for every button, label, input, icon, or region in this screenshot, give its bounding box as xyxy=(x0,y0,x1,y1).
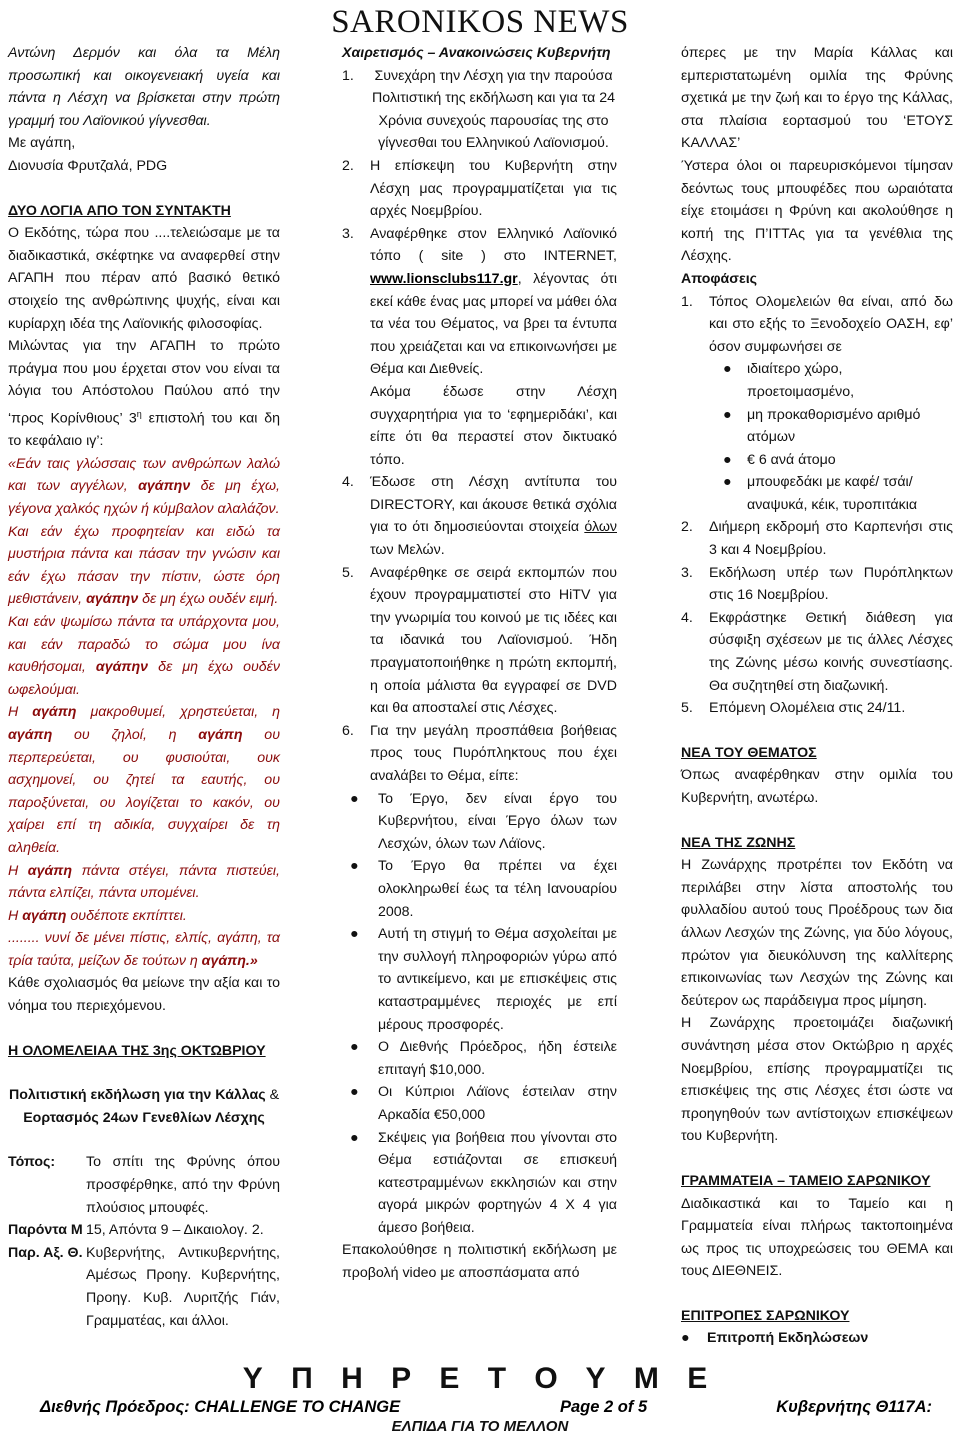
announcement-1: 1. Συνεχάρη την Λέσχη για την παρούσα Πολιτιστική της εκδήλωση και για τα 24 Χρόνια συνεχούς παρουσίας της στο γίγνεσθαι του Ελληνικού Λαϊονισμού. xyxy=(342,67,616,152)
editor-paragraph-2: Μιλώντας για την ΑΓΑΠΗ το πρώτο πράγμα που μου έρχεται στον νου είναι τα λόγια του Απόστολου Παύλου από την ‘προς Κορίνθιους’ $3^\eta$ επιστολή του και δη το κεφάλαιο ιγ’: xyxy=(8,338,280,450)
venue-bullet-4: ● μπουφεδάκι με καφέ/ τσάι/ αναψυκά, κέικ, τυροπιτάκια xyxy=(681,471,953,516)
bullet-icon: ● xyxy=(723,451,732,468)
announcement-2: 2. Η επίσκεψη του Κυβερνήτη στην Λέσχη μας προγραμματίζεται για τις αρχές Νοεμβρίου. xyxy=(342,157,617,220)
column-right xyxy=(681,42,953,1350)
closing-paragraph: Επακολούθησε η πολιτιστική εκδήλωση με προβολή video με αποσπάσματα από xyxy=(342,1242,617,1282)
bullet-icon: ● xyxy=(723,474,732,491)
bullet-icon: ● xyxy=(350,858,359,875)
theme-news-heading: ΝΕΑ ΤΟΥ ΘΕΜΑΤΟΣ xyxy=(681,744,817,761)
venue-bullet-2: ● μη προκαθορισμένο αριθμό ατόμων xyxy=(681,404,953,449)
fire-aid-bullet-6: ● Σκέψεις για βοήθεια που γίνονται στο Θέμα εστιάζονται σε επισκευή κατεστραμμένων εκκλησιών και στην αγορά μικρών φορτηγών 4 Χ 4 για άμεσο βοήθεια. xyxy=(342,1127,617,1240)
governor-heading: Χαιρετισμός – Ανακοινώσεις Κυβερνήτη xyxy=(342,45,611,61)
announcement-5: 5. Αναφέρθηκε σε σειρά εκπομπών που έχουν προγραμματιστεί στο HiTV για την γνωριμία του κοινού με τις ιδέες και τα ιδανικά του Λαϊονισμού. Ήδη πραγματοποιήθηκε η πρώτη εκπομπή, η οποία μάλιστα θα εγγραφεί σε DVD και θα αποσταλεί στις Λέσχες. xyxy=(342,564,617,717)
quote-paragraph-3: Και εάν ψωμίσω πάντα τα υπάρχοντα μου, και εάν παραδώ το σώμα μου ίνα καυθήσομαι, αγάπην δε μη έχω ουδέν ωφελούμαι. xyxy=(8,613,280,698)
bullet-icon: ● xyxy=(350,1084,359,1101)
quote-paragraph-5: Η αγάπη πάντα στέγει, πάντα πιστεύει, πάντα ελπίζει, πάντα υπομένει. xyxy=(8,862,281,902)
column-left xyxy=(8,42,280,1332)
detail-row-officials: Παρ. Αξ. Θ. Κυβερνήτης, Αντικυβερνήτης, Αμέσως Προηγ. Κυβερνήτης, Προηγ. Κυβ. Λυριτζής Γιάν, Γραμματέας, και άλλοι. xyxy=(8,1244,280,1329)
decision-3: 3. Εκδήλωση υπέρ των Πυρόπληκτων στις 16 Νοεμβρίου. xyxy=(681,564,953,604)
fire-aid-bullet-1: ● Το Έργο, δεν είναι έργο του Κυβερνήτου, είναι Έργο όλων των Λεσχών, όλων των Λάϊονς. xyxy=(342,788,617,856)
bullet-icon: ● xyxy=(723,406,732,423)
quote-paragraph-1: «Εάν ταις γλώσσαις των ανθρώπων λαλώ και των αγγέλων, αγάπην δε μη έχω, γέγονα χαλκός ηχών ή κύμβαλον αλαλάζον. xyxy=(8,455,281,518)
bullet-icon: ● xyxy=(681,1330,690,1347)
footer-motto: Υ Π Η Ρ Ε Τ Ο Υ Μ Ε xyxy=(242,1362,718,1395)
committees-heading: ΕΠΙΤΡΟΠΕΣ ΣΑΡΩΝΙΚΟΥ xyxy=(681,1307,850,1324)
comment-paragraph: Κάθε σχολιασμός θα μείωνε την αξία και το νόημα του περιεχόμενου. xyxy=(8,975,280,1015)
quote-paragraph-2: Και εάν έχω προφητείαν και ειδώ τα μυστήρια πάντα και πάσαν την γνώσιν και εάν έχω πάσαν την πίστιν, ώστε όρη μεθιστάνειν, αγάπην δε μη έχω ουδέν ειμή. xyxy=(8,523,280,608)
greeting-paragraph: Αντώνη Δερμόν και όλα τα Μέλη προσωπική και οικογενειακή υγεία και πάντα η Λέσχη να βρίσκεται στην πρώτη γραμμή του Λαϊονικού γίγνεσθαι. xyxy=(8,45,280,129)
announcement-3: 3. Αναφέρθηκε στον Ελληνικό Λαϊονικό τόπο ( site ) στο INTERNET, www.lionsclubs117.gr, λέγοντας ότι εκεί κάθε ένας μας μπορεί να μάθει όλα τα νέα του Θέματος, να βρει τα έντυπα που χρειάζεται και να επικοινωνήσει με Θέμα και Διεθνείς. Ακόμα έδωσε στην Λέσχη συγχαρητήρια για το ‘εφημεριδάκι’, και είπε ότι θα περαστεί στον δικτυακό τόπο. xyxy=(342,225,617,468)
secretariat-heading: ΓΡΑΜΜΑΤΕΙΑ – ΤΑΜΕΙΟ ΣΑΡΩΝΙΚΟΥ xyxy=(681,1172,931,1189)
bullet-icon: ● xyxy=(350,926,359,943)
event-details xyxy=(8,1151,280,1332)
signature-line: Με αγάπη, xyxy=(8,135,76,152)
fire-aid-bullet-4: ● Ο Διεθνής Πρόεδρος, ήδη έστειλε επιταγή $10,000. xyxy=(342,1036,617,1081)
decision-1: 1. Τόπος Ολομελειών θα είναι, από δω και στο εξής το Ξενοδοχείο ΟΑΣΗ, εφ’ όσον συμφωνήσει σε xyxy=(681,293,953,355)
fire-aid-bullet-5: ● Οι Κύπριοι Λάϊονς έστειλαν στην Αρκαδία €50,000 xyxy=(342,1081,617,1126)
zone-news-paragraph-2: Η Ζωνάρχης προετοιμάζει διαζωνική συνάντηση μέσα στον Οκτώβριο η αρχές Νοεμβρίου, επίσης προγραμματίζει τις επισκέψεις της στις Λέσχες έτσι ώστε να προηγηθούν των αντίστοιχων επισκέψεων του Κυβερνήτη. xyxy=(681,1015,953,1145)
lions-website-link[interactable]: www.lionsclubs117.gr xyxy=(370,270,518,287)
secretariat-paragraph: Διαδικαστικά και το Ταμείο και η Γραμματεία είναι πλήρως τακτοποιημένα ως προς τις υποχρεώσεις του ΘΕΜΑ και τους ΔΙΕΘΝΕΙΣ. xyxy=(681,1195,953,1280)
fire-aid-bullet-3: ● Αυτή τη στιγμή το Θέμα ασχολείται με την συλλογή πληροφοριών γύρω από το αντικείμενο, και με επισκέψεις στις καταστραμμένες περιοχές με επί μέρους προσφορές. xyxy=(342,923,617,1036)
quote-paragraph-4: Η αγάπη μακροθυμεί, χρηστεύεται, η αγάπη ου ζηλοί, η αγάπη ου περπερεύεται, ου φυσιούται, ουκ ασχημονεί, ου ζητεί τα εαυτής, ου παροξύνεται, ου λογίζεται το κακόν, ου χαίρει επί τη αδικία, συγχαίρει δε τη αληθεία. xyxy=(8,704,280,856)
event-title: Πολιτιστική εκδήλωση για την Κάλλας & xyxy=(8,1087,280,1104)
editor-paragraph: Ο Εκδότης, τώρα που ....τελειώσαμε με τα διαδικαστικά, σκέφτηκε να αναφερθεί στην ΑΓΑΠΗ που πέραν από βασικό θετικό στοιχείο της ανθρώπινης ψυχής, είναι και κυρίαρχη ιδέα της Λαϊονικής φιλοσοφίας. xyxy=(8,225,280,332)
bullet-icon: ● xyxy=(723,361,732,378)
footer-president: Διεθνής Πρόεδρος: CHALLENGE TO CHANGE xyxy=(40,1398,401,1416)
footer-governor: Κυβερνήτης Θ117Α: xyxy=(776,1398,932,1416)
bullet-icon: ● xyxy=(350,790,359,807)
event-title-2: Εορτασμός 24ων Γενεθλίων Λέσχης xyxy=(23,1109,265,1126)
venue-bullet-1: ● ιδιαίτερο χώρο, προετοιμασμένο, xyxy=(681,358,953,403)
announcement-4: 4. Έδωσε στη Λέσχη αντίτυπα του DIRECTORY, και άκουσε θετικά σχόλια για το ότι δημοσιεύονται στοιχεία όλων των Μελών. xyxy=(342,474,617,559)
announcement-6: 6. Για την μεγάλη προσπάθεια βοήθειας προς τους Πυρόπληκτους που έχει αναλάβει το Θέμα, είπε: xyxy=(342,722,617,784)
bullet-icon: ● xyxy=(350,1129,359,1146)
decision-4: 4. Εκφράστηκε Θετική διάθεση για σύσφιξη σχέσεων με τις άλλες Λέσχες της Ζώνης μέσω κοινής συνεστίασης. Θα συζητηθεί στη διαζωνική. xyxy=(681,609,953,694)
page-number: Page 2 of 5 xyxy=(560,1398,648,1416)
decision-5: 5. Επόμενη Ολομέλεια στις 24/11. xyxy=(681,700,906,717)
committee-bullet: ● Επιτροπή Εκδηλώσεων xyxy=(681,1327,953,1350)
footer-slogan: ΕΛΠΙΔΑ ΓΙΑ ΤΟ ΜΕΛΛΟΝ xyxy=(391,1418,569,1435)
editor-heading: ΔΥΟ ΛΟΓΙΑ ΑΠΟ ΤΟΝ ΣΥΝΤΑΚΤΗ xyxy=(8,202,231,219)
buffet-paragraph: Ύστερα όλοι οι παρευρισκόμενοι τίμησαν δεόντως τους μπουφέδες που ωραιότατα είχε ετοιμάσει η Φρύνη και ακολούθησε η κοπή της Π’ΙΤΤΑς για τα γενέθλια της Λέσχης. xyxy=(681,157,953,265)
bullet-icon: ● xyxy=(350,1039,359,1056)
decisions-heading: Αποφάσεις xyxy=(681,270,758,287)
detail-row-present: Παρόντα Μ 15, Απόντα 9 – Δικαιολογ. 2. xyxy=(8,1222,264,1239)
zone-news-paragraph-1: Η Ζωνάρχης προτρέπει τον Εκδότη να περιλάβει στην λίστα αποστολής του φυλλαδίου αυτού τους Προέδρους των δια άλλων Λεσχών της Ζώνης, για δύο λόγους, πρώτον για διευκόλυνση της καλλίτερης επικοινωνίας των Λεσχών της Ζώνης και δεύτερον ως παράδειγμα προς μίμηση. xyxy=(681,857,953,1009)
column-middle xyxy=(342,42,617,1285)
plenary-heading: Η ΟΛΟΜΕΛΕΙΑΑ ΤΗΣ 3ης ΟΚΤΩΒΡΙΟΥ xyxy=(8,1042,266,1059)
footer-line xyxy=(20,1398,940,1415)
fire-aid-bullet-2: ● Το Έργο θα πρέπει να έχει ολοκληρωθεί έως τα τέλη Ιανουαρίου 2008. xyxy=(342,855,617,923)
callas-paragraph: όπερες με την Μαρία Κάλλας και εμπεριστατωμένη ομιλία της Φρύνης σχετικά με την ζωή και το έργο της Κάλλας, στα πλαίσια εορτασμού του ‘ΕΤΟΥΣ ΚΑΛΛΑΣ’ xyxy=(681,45,953,152)
detail-row-place: Τόπος: Το σπίτι της Φρύνης όπου προσφέρθηκε, από την Φρύνη πλούσιος μπουφές. xyxy=(8,1154,280,1216)
quote-paragraph-7: ........ νυνί δε μένει πίστις, ελπίς, αγάπη, τα τρία ταύτα, μείζων δε τούτων η αγάπη.» xyxy=(8,930,280,969)
quote-paragraph-6: Η αγάπη ουδέποτε εκπίπτει. xyxy=(8,907,187,924)
venue-bullet-3: ● € 6 ανά άτομο xyxy=(681,449,953,472)
signature-name: Διονυσία Φρυτζαλά, PDG xyxy=(8,157,168,174)
decision-2: 2. Διήμερη εκδρομή στο Καρπενήσι στις 3 και 4 Νοεμβρίου. xyxy=(681,519,953,559)
zone-news-heading: ΝΕΑ ΤΗΣ ΖΩΝΗΣ xyxy=(681,834,796,851)
theme-news-paragraph: Όπως αναφέρθηκαν στην ομιλία του Κυβερνήτη, ανωτέρω. xyxy=(681,767,953,806)
masthead-title: SARONIKOS NEWS xyxy=(331,4,629,40)
